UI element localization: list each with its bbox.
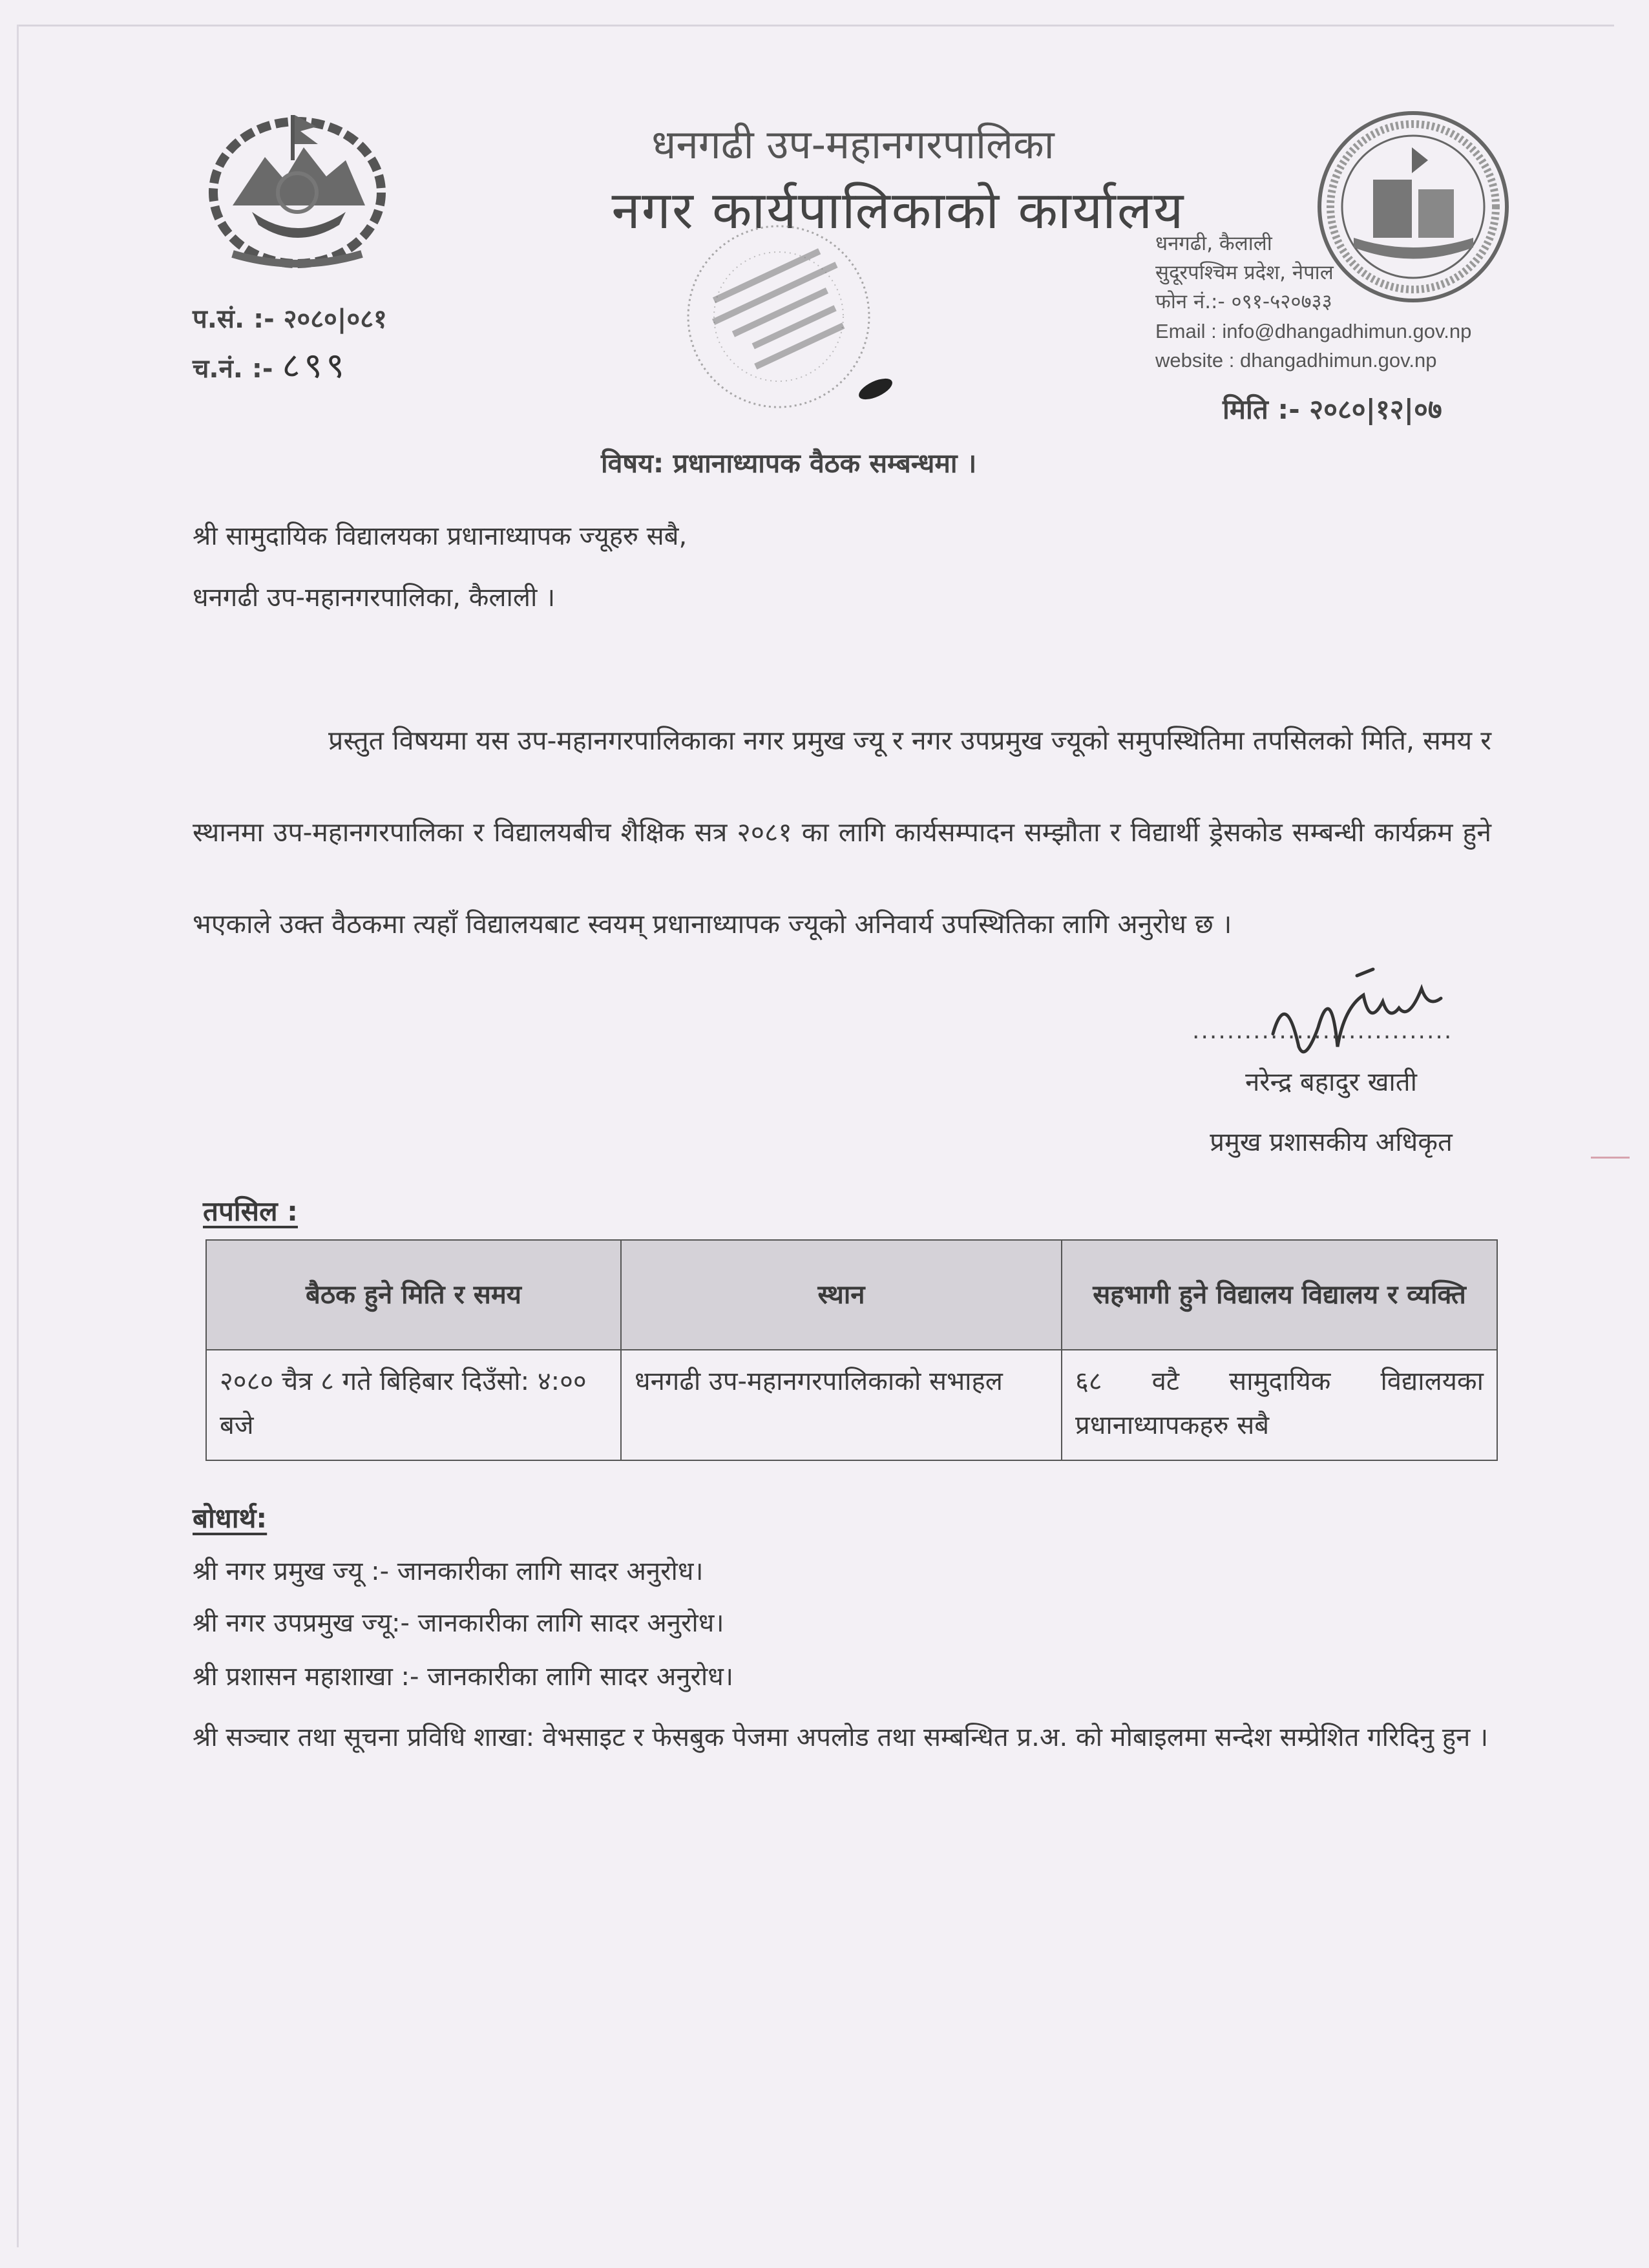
reference-block xyxy=(193,296,387,392)
signature-icon xyxy=(1260,950,1454,1073)
cc-item-it-section: श्री सञ्चार तथा सूचना प्रविधि शाखा: वेभसाइट र फेसबुक पेजमा अपलोड तथा सम्बन्धित प्र.अ. को मोबाइलमा सन्देश सम्प्रेशित गरिदिनु हुन । xyxy=(193,1723,1489,1752)
dispatch-label: च.नं. :- xyxy=(193,354,282,384)
addressee-line-1: श्री सामुदायिक विद्यालयका प्रधानाध्यापक ज्यूहरु सबै, xyxy=(193,521,688,551)
schedule-header-participants: सहभागी हुने विद्यालय विद्यालय र व्यक्ति xyxy=(1062,1240,1497,1350)
cc-item-admin-division: श्री प्रशासन महाशाखा :- जानकारीका लागि सादर अनुरोध। xyxy=(193,1662,734,1692)
schedule-header-datetime: बैठक हुने मिति र समय xyxy=(206,1240,621,1350)
cc-heading: बोधार्थ: xyxy=(193,1502,268,1534)
dispatch-number: ८९९ xyxy=(282,345,348,386)
cc-item-mayor: श्री नगर प्रमुख ज्यू :- जानकारीका लागि सादर अनुरोध। xyxy=(193,1557,704,1586)
letter-subject: विषय: प्रधानाध्यापक वैठक सम्बन्धमा । xyxy=(601,448,977,479)
contact-province: सुदूरपश्चिम प्रदेश, नेपाल xyxy=(1155,261,1334,284)
nepal-emblem-icon xyxy=(194,96,401,277)
office-name: नगर कार्यपालिकाको कार्यालय xyxy=(611,180,1185,240)
reference-number: प.सं. :- २०८०|०८१ xyxy=(193,304,387,334)
contact-email: Email : info@dhangadhimun.gov.np xyxy=(1155,320,1472,342)
contact-city: धनगढी, कैलाली xyxy=(1155,232,1272,255)
letter-date: मिति :- २०८०|१२|०७ xyxy=(1223,394,1442,425)
scan-edge-top xyxy=(18,25,1614,26)
schedule-table xyxy=(205,1239,1498,1461)
office-stamp-icon xyxy=(666,220,898,426)
dispatch-row xyxy=(193,342,387,392)
schedule-header-row xyxy=(206,1240,1497,1350)
signatory-title: प्रमुख प्रशासकीय अधिकृत xyxy=(1210,1128,1453,1157)
signature-line: .............................. xyxy=(1192,1018,1453,1044)
scan-edge-left xyxy=(17,25,19,2247)
body-text: प्रस्तुत विषयमा यस उप-महानगरपालिकाका नगर प्रमुख ज्यू र नगर उपप्रमुख ज्यूको समुपस्थितिमा तपसिलको मिति, समय र स्थानमा उप-महानगरपालिका र विद्यालयबीच शैक्षिक सत्र २०८१ का लागि कार्यसम्पादन सम्झौता र विद्यार्थी ड्रेसकोड सम्बन्धी कार्यक्रम हुने भएकाले उक्त वैठकमा त्यहाँ विद्यालयबाट स्वयम् प्रधानाध्यापक ज्यूको अनिवार्य उपस्थितिका लागि अनुरोध छ । xyxy=(193,725,1491,940)
margin-mark xyxy=(1591,1157,1630,1159)
table-row xyxy=(206,1350,1497,1460)
body-paragraph xyxy=(193,695,1491,970)
schedule-header-venue: स्थान xyxy=(621,1240,1062,1350)
contact-website: website : dhangadhimun.gov.np xyxy=(1155,349,1437,372)
cc-item-deputy-mayor: श्री नगर उपप्रमुख ज्यू:- जानकारीका लागि सादर अनुरोध। xyxy=(193,1608,724,1638)
municipality-name: धनगढी उप-महानगरपालिका xyxy=(651,121,1055,168)
addressee-line-2: धनगढी उप-महानगरपालिका, कैलाली । xyxy=(193,583,556,613)
schedule-heading: तपसिल : xyxy=(203,1195,298,1227)
schedule-cell-venue: धनगढी उप-महानगरपालिकाको सभाहल xyxy=(621,1350,1062,1460)
contact-phone: फोन नं.:- ०९१-५२०७३३ xyxy=(1155,290,1332,313)
contact-block xyxy=(1155,229,1471,375)
schedule-cell-participants: ६८ वटै सामुदायिक विद्यालयका प्रधानाध्यापकहरु सबै xyxy=(1062,1350,1497,1460)
schedule-cell-datetime: २०८० चैत्र ८ गते बिहिबार दिउँसो: ४:०० बजे xyxy=(206,1350,621,1460)
signatory-name: नरेन्द्र बहादुर खाती xyxy=(1245,1067,1417,1097)
